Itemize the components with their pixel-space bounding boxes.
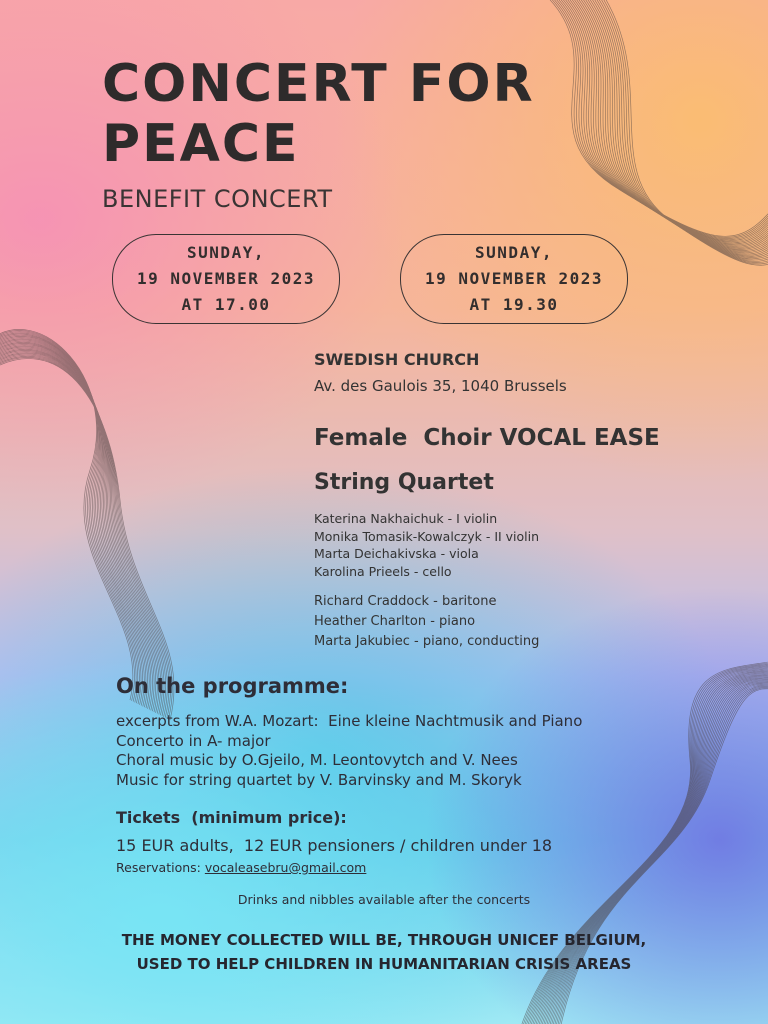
soloist: Heather Charlton - piano bbox=[314, 614, 476, 629]
quartet-member: Marta Deichakivska - viola bbox=[314, 546, 479, 561]
footer-line: USED TO HELP CHILDREN IN HUMANITARIAN CRISIS AREAS bbox=[136, 955, 632, 973]
session-1-badge bbox=[112, 234, 340, 324]
session-2-day: SUNDAY, bbox=[475, 243, 553, 262]
session-1-day: SUNDAY, bbox=[187, 243, 265, 262]
soloist: Richard Craddock - baritone bbox=[314, 594, 497, 609]
programme-line: Concerto in A- major bbox=[116, 731, 271, 750]
quartet-member: Karolina Prieels - cello bbox=[314, 563, 452, 579]
programme-line: Music for string quartet by V. Barvinsky and M. Skoryk bbox=[116, 770, 522, 789]
programme-heading: On the programme: bbox=[116, 674, 349, 698]
footer-line: THE MONEY COLLECTED WILL BE, THROUGH UNICEF BELGIUM, bbox=[121, 931, 647, 949]
footer-message bbox=[0, 928, 768, 976]
programme-list bbox=[116, 712, 676, 790]
drinks-note: Drinks and nibbles available after the concerts bbox=[237, 892, 531, 907]
session-2-date: 19 NOVEMBER 2023 bbox=[424, 269, 604, 288]
venue-address: Av. des Gaulois 35, 1040 Brussels bbox=[314, 377, 567, 395]
reservations-line bbox=[116, 860, 366, 875]
session-1-time: AT 17.00 bbox=[181, 295, 271, 314]
ticket-prices: 15 EUR adults, 12 EUR pensioners / children under 18 bbox=[116, 836, 553, 855]
quartet-members-list bbox=[314, 510, 539, 580]
venue-name: SWEDISH CHURCH bbox=[314, 350, 480, 369]
choir-name: Female Choir VOCAL EASE bbox=[314, 425, 660, 451]
soloist: Marta Jakubiec - piano, conducting bbox=[314, 634, 540, 649]
programme-line: Choral music by O.Gjeilo, M. Leontovytch and V. Nees bbox=[116, 751, 518, 769]
tickets-heading: Tickets (minimum price): bbox=[116, 808, 347, 827]
quartet-heading: String Quartet bbox=[314, 470, 494, 495]
reservations-label: Reservations: bbox=[116, 860, 205, 875]
session-2-time: AT 19.30 bbox=[469, 295, 559, 314]
quartet-member: Monika Tomasik-Kowalczyk - II violin bbox=[314, 528, 540, 544]
poster-title: CONCERT FOR PEACE bbox=[102, 54, 535, 174]
soloists-list bbox=[314, 592, 539, 652]
programme-line: excerpts from W.A. Mozart: Eine kleine Nachtmusik and Piano bbox=[116, 712, 583, 730]
reservation-email-link[interactable]: vocaleasebru@gmail.com bbox=[204, 860, 367, 875]
session-1-date: 19 NOVEMBER 2023 bbox=[136, 269, 316, 288]
quartet-member: Katerina Nakhaichuk - I violin bbox=[314, 511, 498, 526]
session-2-badge bbox=[400, 234, 628, 324]
poster-subtitle: BENEFIT CONCERT bbox=[102, 185, 333, 213]
